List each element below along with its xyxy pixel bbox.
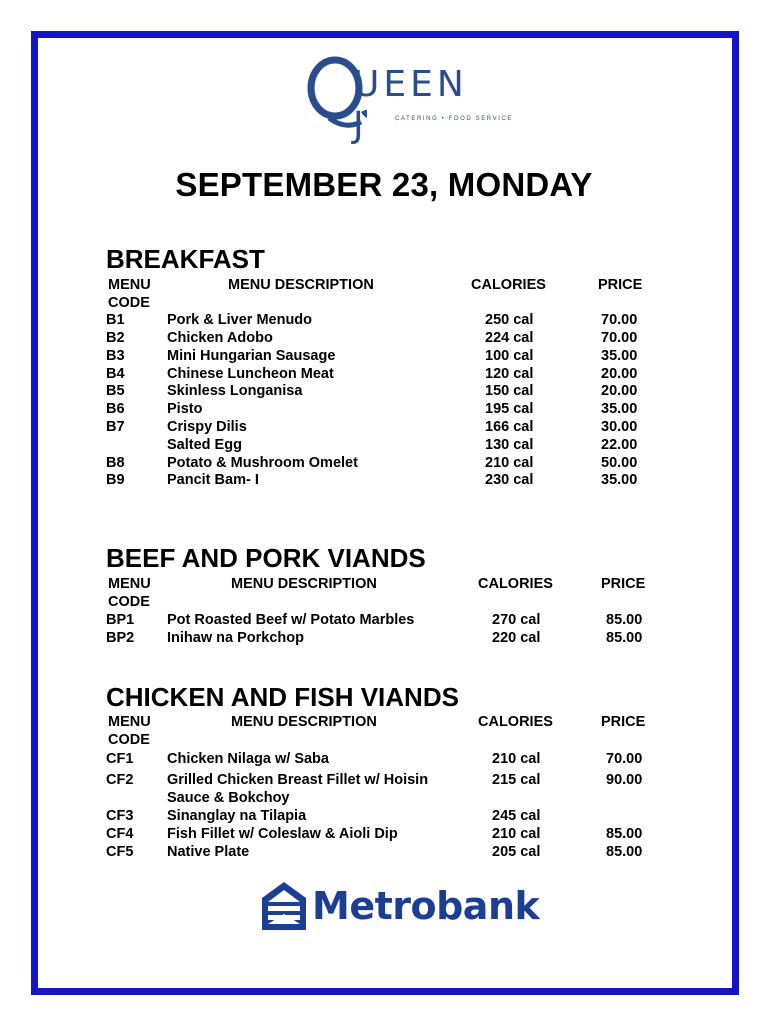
brand-name: UEEN J [353,64,468,146]
table-row [0,843,768,861]
item-price: 22.00 [601,437,638,453]
table-row [0,311,768,329]
item-description: Chinese Luncheon Meat [167,366,334,382]
item-description: Skinless Longanisa [167,383,303,399]
item-code: B4 [106,366,125,382]
price-header: PRICE [601,714,646,730]
menu-code-header-line2: CODE [108,732,150,748]
calories-header: CALORIES [471,277,546,293]
item-price: 70.00 [601,312,638,328]
menu-code-header: MENU [108,576,151,592]
item-calories: 195 cal [485,401,534,417]
metrobank-logo [260,878,540,938]
table-row [0,611,768,629]
item-code: BP2 [106,630,135,646]
item-description: Potato & Mushroom Omelet [167,455,358,471]
item-description: Crispy Dilis [167,419,247,435]
item-price: 20.00 [601,383,638,399]
breakfast-column-headers [0,276,768,312]
item-code: B3 [106,348,125,364]
item-price: 85.00 [606,630,643,646]
menu-code-header-line2: CODE [108,295,150,311]
item-calories: 130 cal [485,437,534,453]
item-calories: 270 cal [492,612,541,628]
item-price: 35.00 [601,472,638,488]
menu-code-header-line2: CODE [108,594,150,610]
item-description: Pork & Liver Menudo [167,312,313,328]
table-row [0,418,768,436]
item-price: 50.00 [601,455,638,471]
item-calories: 166 cal [485,419,534,435]
item-price: 70.00 [606,751,643,767]
chicken-fish-heading: CHICKEN AND FISH VIANDS [106,682,459,712]
table-row [0,365,768,383]
item-description: Mini Hungarian Sausage [167,348,336,364]
item-description: Pot Roasted Beef w/ Potato Marbles [167,612,415,628]
table-row [0,471,768,489]
table-row [0,825,768,843]
price-header: PRICE [598,277,643,293]
item-description: Salted Egg [167,437,242,453]
menu-description-header: MENU DESCRIPTION [228,277,374,293]
item-calories: 210 cal [492,826,541,842]
breakfast-heading: BREAKFAST [106,244,265,274]
item-calories: 210 cal [492,751,541,767]
item-calories: 250 cal [485,312,534,328]
menu-description-header: MENU DESCRIPTION [231,576,377,592]
menu-code-header: MENU [108,277,151,293]
price-header: PRICE [601,576,646,592]
table-row [0,750,768,768]
item-description: Chicken Nilaga w/ Saba [167,751,329,767]
metrobank-wordmark: Metrobank [312,884,540,928]
table-row [0,807,768,825]
item-calories: 230 cal [485,472,534,488]
table-row [0,329,768,347]
item-price: 35.00 [601,348,638,364]
item-calories: 224 cal [485,330,534,346]
item-calories: 245 cal [492,808,541,824]
item-code: B5 [106,383,125,399]
calories-header: CALORIES [478,576,553,592]
item-calories: 215 cal [492,772,541,788]
item-price: 35.00 [601,401,638,417]
item-price: 85.00 [606,612,643,628]
table-row [0,382,768,400]
item-calories: 220 cal [492,630,541,646]
item-code: CF1 [106,751,134,767]
item-calories: 150 cal [485,383,534,399]
table-row [0,629,768,647]
item-price: 20.00 [601,366,638,382]
item-description: Inihaw na Porkchop [167,630,304,646]
item-code: CF2 [106,772,134,788]
beef-pork-heading: BEEF AND PORK VIANDS [106,543,426,573]
item-price: 85.00 [606,826,643,842]
item-code: B1 [106,312,125,328]
item-calories: 120 cal [485,366,534,382]
table-row [0,454,768,472]
queen-j-logo [305,54,514,146]
item-code: B8 [106,455,125,471]
item-code: CF5 [106,844,134,860]
date-title: SEPTEMBER 23, MONDAY [175,166,593,203]
item-code: B2 [106,330,125,346]
item-code: BP1 [106,612,135,628]
menu-description-header: MENU DESCRIPTION [231,714,377,730]
item-code: B9 [106,472,125,488]
item-price: 70.00 [601,330,638,346]
item-code: CF3 [106,808,134,824]
item-code: CF4 [106,826,134,842]
calories-header: CALORIES [478,714,553,730]
item-price: 30.00 [601,419,638,435]
item-calories: 100 cal [485,348,534,364]
item-calories: 205 cal [492,844,541,860]
table-row [0,347,768,365]
table-row [0,436,768,454]
table-row [0,400,768,418]
item-code: B6 [106,401,125,417]
brand-tagline: CATERING • FOOD SERVICE [395,116,514,122]
item-calories: 210 cal [485,455,534,471]
beef-pork-column-headers [0,575,768,611]
item-description: Fish Fillet w/ Coleslaw & Aioli Dip [167,826,398,842]
menu-code-header: MENU [108,714,151,730]
item-code: B7 [106,419,125,435]
item-description: Pancit Bam- I [167,472,259,488]
chicken-fish-column-headers [0,713,768,749]
item-description: Native Plate [167,844,250,860]
item-price: 85.00 [606,844,643,860]
item-price: 90.00 [606,772,643,788]
item-description: Sinanglay na Tilapia [167,808,307,824]
item-description: Pisto [167,401,203,417]
table-row [0,771,768,807]
item-description: Chicken Adobo [167,330,273,346]
metrobank-logo-icon [260,880,308,934]
item-description: Grilled Chicken Breast Fillet w/ Hoisin Sauce & Bokchoy [167,772,429,806]
